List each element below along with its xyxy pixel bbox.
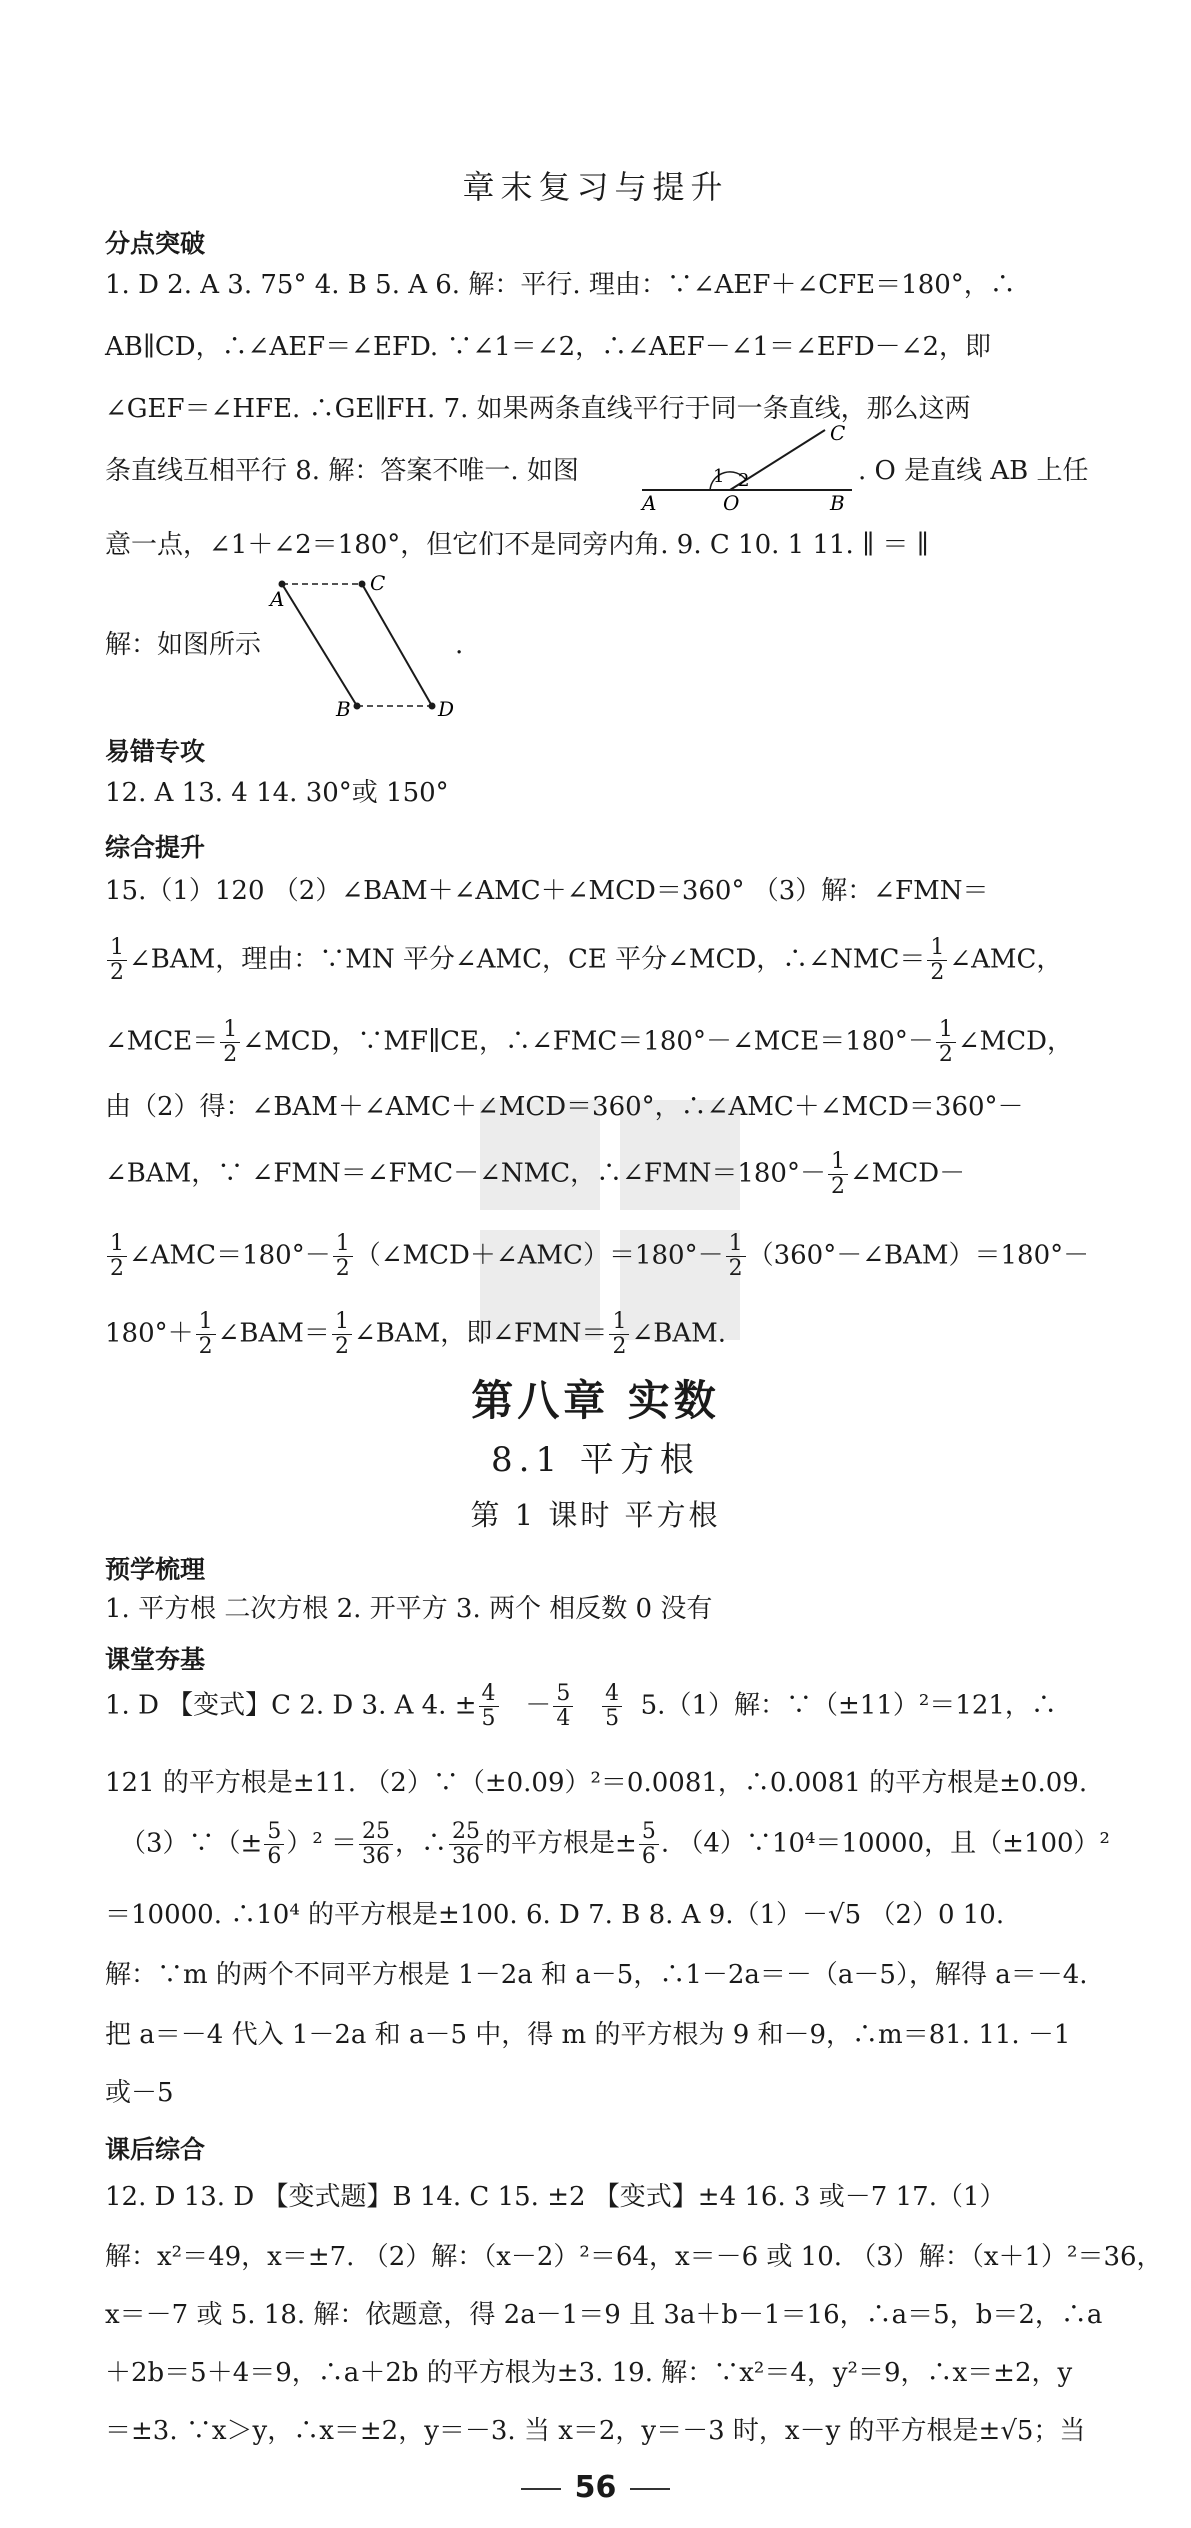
label-B: B (336, 697, 351, 721)
answer-line: 解：∵m 的两个不同平方根是 1－2a 和 a－5，∴1－2a＝－（a－5），解得 a＝－4. (105, 1960, 1088, 1990)
answer-line: 12. D 13. D 【变式题】B 14. C 15. ±2 【变式】±4 16. 3 或－7 17.（1） (105, 2182, 1006, 2212)
heading-error-prone: 易错专攻 (105, 737, 206, 766)
answer-line: . O 是直线 AB 上任 (858, 456, 1089, 486)
answer-line: 解：如图所示 (105, 630, 262, 660)
fraction-half: $\frac{1}{2}$ (107, 936, 127, 985)
answer-line: ＝10000. ∴10⁴ 的平方根是±100. 6. D 7. B 8. A 9.（1）－√5 （2）0 10. (105, 1900, 1005, 1930)
label-C: C (830, 421, 846, 445)
answer-line: $\frac{1}{2}$ ∠BAM，理由：∵MN 平分∠AMC，CE 平分∠MCD，∴∠NMC＝ $\frac{1}{2}$ ∠AMC， (105, 936, 1062, 985)
fraction-half: $\frac{1}{2}$ (726, 1232, 746, 1281)
fraction: $\frac{5}{6}$ (639, 1820, 659, 1869)
heading-comprehensive: 综合提升 (105, 833, 206, 862)
heading-preview: 预学梳理 (105, 1555, 206, 1584)
fraction-half: $\frac{1}{2}$ (107, 1232, 127, 1281)
section-title: 8.1 平方根 (491, 1440, 700, 1480)
figure-parallelogram (262, 570, 472, 725)
fraction-half: $\frac{1}{2}$ (936, 1018, 956, 1067)
fraction-half: $\frac{1}{2}$ (828, 1150, 848, 1199)
fraction: $\frac{5}{6}$ (264, 1820, 284, 1869)
fraction-half: $\frac{1}{2}$ (333, 1232, 353, 1281)
answer-line: 把 a＝－4 代入 1－2a 和 a－5 中，得 m 的平方根为 9 和－9，∴m＝81. 11. －1 (105, 2020, 1071, 2050)
answer-line: ∠BAM，∵ ∠FMN＝∠FMC－∠NMC，∴∠FMN＝180°－ $\frac{1}{2}$ ∠MCD－ (105, 1149, 966, 1199)
fraction: $\frac{25}{36}$ (449, 1820, 483, 1869)
label-A: A (270, 587, 285, 611)
answer-line: 1. D 2. A 3. 75° 4. B 5. A 6. 解：平行. 理由：∵∠AEF＋∠CFE＝180°，∴ (105, 270, 1016, 300)
answer-line: $\frac{1}{2}$ ∠AMC＝180°－ $\frac{1}{2}$ （∠MCD＋∠AMC）＝180°－ $\frac{1}{2}$ （360°－∠BAM）＝180°－ (105, 1232, 1089, 1281)
label-A: A (642, 491, 657, 512)
answer-line: 12. A 13. 4 14. 30°或 150° (105, 778, 449, 808)
answer-line: 1. 平方根 二次方根 2. 开平方 3. 两个 相反数 0 没有 (105, 1594, 713, 1624)
figure-angles-on-line (640, 412, 855, 512)
answer-line: 180°＋ $\frac{1}{2}$ ∠BAM＝ $\frac{1}{2}$ ∠BAM，即∠FMN＝ $\frac{1}{2}$ ∠BAM. (105, 1309, 726, 1359)
answer-line: ＋2b＝5＋4＝9，∴a＋2b 的平方根为±3. 19. 解：∵x²＝4，y²＝9，∴x＝±2，y (105, 2358, 1073, 2388)
label-B: B (830, 491, 845, 512)
heading-point-breakthrough: 分点突破 (105, 229, 206, 258)
fraction: $\frac{4}{5}$ (602, 1682, 622, 1731)
answer-line: 121 的平方根是±11. （2）∵（±0.09）²＝0.0081，∴0.0081 的平方根是±0.09. (105, 1768, 1088, 1798)
fraction: $\frac{4}{5}$ (479, 1682, 499, 1731)
fraction: $\frac{5}{4}$ (553, 1682, 573, 1731)
answer-line: ∠MCE＝ $\frac{1}{2}$ ∠MCD，∵MF∥CE，∴∠FMC＝180°－∠MCE＝180°－ $\frac{1}{2}$ ∠MCD， (105, 1017, 1074, 1067)
label-angle-1: 1 (713, 466, 725, 487)
answer-line: 15.（1）120 （2）∠BAM＋∠AMC＋∠MCD＝360° （3）解：∠FMN＝ (105, 876, 989, 906)
answer-line: 解：x²＝49，x＝±7. （2）解：（x－2）²＝64，x＝－6 或 10. （3）解：（x＋1）²＝36， (105, 2242, 1163, 2272)
answer-line: （3）∵（± $\frac{5}{6}$ ）² ＝ $\frac{25}{36}$ ，∴ $\frac{25}{36}$ 的平方根是± $\frac{5}{6}$ . （4）∵10⁴＝10000，且（±100）² (120, 1819, 1110, 1869)
answer-line: x＝－7 或 5. 18. 解：依题意，得 2a－1＝9 且 3a＋b－1＝16，∴a＝5，b＝2，∴a (105, 2300, 1103, 2330)
answer-line: 或－5 (105, 2078, 174, 2108)
answer-line: 条直线互相平行 8. 解：答案不唯一. 如图 (105, 456, 579, 486)
answer-line: 意一点，∠1＋∠2＝180°，但它们不是同旁内角. 9. C 10. 1 11. ∥ ＝ ∥ (105, 530, 929, 560)
fraction-half: $\frac{1}{2}$ (609, 1310, 629, 1359)
lesson-title: 第 1 课时 平方根 (470, 1498, 721, 1532)
fraction-half: $\frac{1}{2}$ (220, 1018, 240, 1067)
answer-line: 1. D 【变式】C 2. D 3. A 4. ± $\frac{4}{5}$ － $\frac{5}{4}$ $\frac{4}{5}$ 5.（1）解：∵（±11）²＝121，∴ (105, 1681, 1057, 1731)
fraction: $\frac{25}{36}$ (359, 1820, 393, 1869)
fraction-half: $\frac{1}{2}$ (927, 936, 947, 985)
answer-line: ∠GEF＝∠HFE. ∴GE∥FH. 7. 如果两条直线平行于同一条直线，那么这两 (105, 394, 971, 424)
fraction-half: $\frac{1}{2}$ (196, 1310, 216, 1359)
answer-line: AB∥CD，∴∠AEF＝∠EFD. ∵∠1＝∠2，∴∠AEF－∠1＝∠EFD－∠2，即 (105, 332, 992, 362)
answer-line: 由（2）得：∠BAM＋∠AMC＋∠MCD＝360°，∴∠AMC＋∠MCD＝360°－ (105, 1092, 1024, 1122)
label-C: C (370, 571, 386, 595)
review-chapter-title: 章末复习与提升 (462, 168, 729, 206)
label-D: D (438, 697, 455, 721)
chapter-title: 第八章 实数 (471, 1376, 720, 1425)
answer-line: ＝±3. ∵x＞y，∴x＝±2，y＝－3. 当 x＝2，y＝－3 时，x－y 的平方根是±√5；当 (105, 2416, 1086, 2446)
page-number: 56 (0, 2470, 1191, 2505)
heading-after-class: 课后综合 (105, 2135, 206, 2164)
label-O: O (723, 491, 740, 512)
label-angle-2: 2 (738, 470, 750, 491)
heading-classroom: 课堂夯基 (105, 1645, 206, 1674)
answer-line: . (455, 630, 464, 660)
fraction-half: $\frac{1}{2}$ (332, 1310, 352, 1359)
